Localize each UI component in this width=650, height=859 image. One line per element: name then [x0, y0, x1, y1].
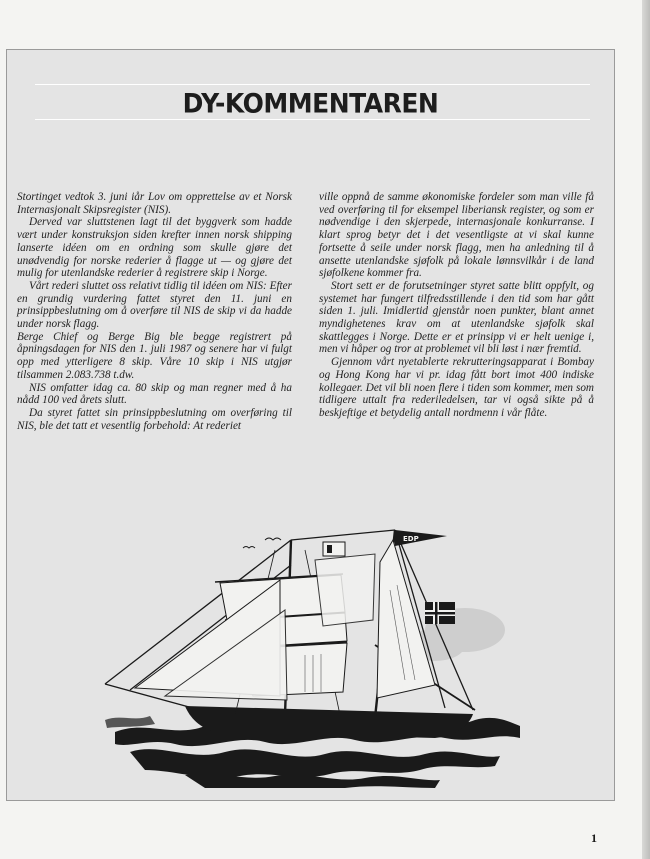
masthead-rule-bottom	[35, 119, 590, 120]
article-paragraph: Stort sett er de forutsetninger styret satte blitt oppfylt, og systemet har fungert tilfredsstillende i den tid som har gått siden 1. juli. Imidlertid gjenstår noen punkter, blant annet myndighetenes krav om at utenlandske sjøfolk skal skattlegges i Norge. Dette er et prinsipp vi er helt uenige i, men vi håper og tror at problemet vil bli løst i nær fremtid.	[319, 279, 594, 356]
page-edge	[642, 0, 650, 859]
article-paragraph: Derved var sluttstenen lagt til det byggverk som hadde vært under konstruksjon siden krefter innen norsk shipping lanserte idéen om en ordning som skulle gjøre det unødvendig for norske rederier å flagge ut — og gjøre det mulig for utenlandske rederier å registrere skip i Norge.	[17, 216, 292, 280]
norwegian-flag	[425, 602, 455, 624]
article-column-right	[319, 191, 594, 420]
article-paragraph: Gjennom vårt nyetablerte rekrutteringsapparat i Bombay og Hong Kong har vi pr. idag fått bort imot 400 indiske kollegaer. Det vil bli noen flere i tiden som kommer, men som tidligere uttalt fra rederiledelsen, tar vi også sikte på å beskjeftige et betydelig antall nordmenn i vår flåte.	[319, 356, 594, 419]
company-pennant	[395, 530, 447, 546]
birds	[243, 538, 281, 548]
article-paragraph: NIS omfatter idag ca. 80 skip og man regner med å ha nådd 100 ved årets slutt.	[17, 381, 292, 407]
masthead-title: DY-KOMMENTAREN	[182, 88, 439, 119]
masthead-flag	[323, 542, 345, 556]
article-column-left	[17, 191, 292, 432]
page-number: 1	[591, 831, 597, 845]
article-paragraph: Stortinget vedtok 3. juni iår Lov om opprettelse av et Norsk Internasjonalt Skipsregister (NIS).	[17, 191, 292, 216]
article-paragraph: Vårt rederi sluttet oss relativt tidlig til idéen om NIS: Efter en grundig vurdering fattet styret den 11. juni en prinsippbeslutning om å overføre til NIS de skip vi da hadde under norsk flagg.	[17, 279, 292, 331]
article-panel	[6, 49, 615, 801]
article-paragraph: Berge Chief og Berge Big ble begge registrert på åpningsdagen for NIS den 1. juli 1987 og senere har vi fulgt opp med ytterligere 8 skip. Våre 10 skip i NIS utgjør tilsammen 2.083.738 t.dw.	[17, 330, 292, 381]
article-paragraph: ville oppnå de samme økonomiske fordeler som man ville få ved overføring til for eksempel liberiansk register, og som er nødvendige i den skjerpede, internasjonale konkurranse. I klart sprog betyr det i det vesentligste at vi skal kunne fortsette å seile under norsk flagg, men ha anledning til å ansette utenlandske sjøfolk på lokale lønnsvilkår i de land sjøfolkene kommer fra.	[319, 191, 594, 280]
sailing-ship-illustration	[75, 470, 545, 790]
article-paragraph: Da styret fattet sin prinsippbeslutning om overføring til NIS, ble det tatt et vesentlig forbehold: At rederiet	[17, 406, 292, 432]
masthead-rule-top	[35, 84, 590, 85]
svg-text:EDP: EDP	[403, 535, 419, 543]
ship-sails	[135, 540, 435, 700]
